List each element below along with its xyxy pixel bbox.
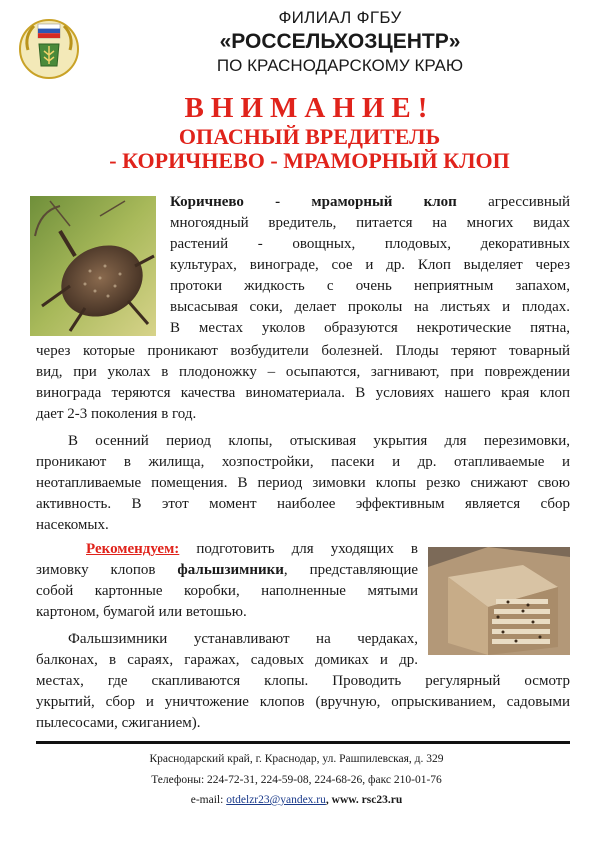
footer-contacts xyxy=(0,794,593,806)
text-line: укрытий, сбор и уничтожение клопов (вручную, опрыскиванием, садовыми xyxy=(36,694,570,710)
false-hibernator-bold: фальшзимники xyxy=(177,562,284,578)
header-branch: ФИЛИАЛ ФГБУ xyxy=(278,8,402,27)
attention-title: ВНИМАНИЕ! xyxy=(184,92,435,124)
text-line: местах, где скапливаются клопы. Проводить регулярный осмотр xyxy=(36,673,570,689)
text-line: насекомых. xyxy=(36,517,109,533)
text-line: вид, при уколах в плодоножку – осыпаются, загнивают, при повреждении xyxy=(36,364,570,380)
recommend-label: Рекомендуем: xyxy=(86,541,180,557)
stink-bug-photo xyxy=(30,196,156,336)
text-line: Фальшзимники устанавливают на чердаках, xyxy=(68,631,418,647)
text-span: зимовку клопов xyxy=(36,562,156,578)
text-line: В местах уколов образуются некротические пятна, xyxy=(170,320,570,336)
text-line: собой картонные коробки, наполненные мятыми xyxy=(36,583,418,599)
text-line: культурах, винограде, сое и др. Клоп выделяет через xyxy=(170,257,570,273)
pest-name-bold: Коричнево - мраморный клоп xyxy=(170,194,457,210)
email-label: e-mail: xyxy=(190,794,224,806)
text-line: через которые проникают возбудители болезней. Плоды теряют товарный xyxy=(36,343,570,359)
pest-title-line1: ОПАСНЫЙ ВРЕДИТЕЛЬ xyxy=(178,124,441,149)
text-span: , представляющие xyxy=(283,562,418,578)
text-line: балконах, в сараях, гаражах, садовых домиках и др. xyxy=(36,652,418,668)
text-line: винограда теряются качества виноматериала. В условиях нашего края клоп xyxy=(36,385,570,401)
footer-phones: Телефоны: 224-72-31, 224-59-08, 224-68-26, факс 210-01-76 xyxy=(151,774,442,786)
text-span: подготовить для уходящих в xyxy=(196,541,418,557)
footer-divider xyxy=(36,741,570,744)
header-org-name: «РОССЕЛЬХОЗЦЕНТР» xyxy=(219,30,461,53)
text-line: неотапливаемые помещения. В период зимовки клопы резко снижают свою xyxy=(36,475,570,491)
cardboard-box-photo xyxy=(428,547,570,655)
text-line: пылесосами, сжиганием). xyxy=(36,715,201,731)
text-line: дает 2-3 поколения в год. xyxy=(36,406,197,422)
footer-address: Краснодарский край, г. Краснодар, ул. Рашпилевская, д. 329 xyxy=(149,753,444,765)
text-line xyxy=(36,560,418,581)
text-line: В осенний период клопы, отыскивая укрытия для перезимовки, xyxy=(68,433,570,449)
text-line: многоядный вредитель, питается на многих видах xyxy=(170,215,570,231)
website-link[interactable]: www. rsc23.ru xyxy=(331,794,403,806)
separator: , xyxy=(325,794,329,806)
text-line xyxy=(86,539,418,560)
text-span: агрессивный xyxy=(488,194,570,210)
pest-title-line2: - КОРИЧНЕВО - МРАМОРНЫЙ КЛОП xyxy=(109,148,510,173)
text-line: высасывая соки, делает проколы на листьях и плодах. xyxy=(170,299,570,315)
text-line: проникают в жилища, хозпостройки, пасеки и др. отапливаемые и xyxy=(36,454,570,470)
text-line: картоном, бумагой или ветошью. xyxy=(36,604,247,620)
text-line: растений - овощных, плодовых, декоративных xyxy=(170,236,570,252)
text-line: активность. В этот момент наиболее эффективным является сбор xyxy=(36,496,570,512)
rosselkhoztsentr-emblem-icon xyxy=(16,14,82,80)
text-line: протоки жидкость с очень неприятным запахом, xyxy=(170,278,570,294)
header-region: ПО КРАСНОДАРСКОМУ КРАЮ xyxy=(216,56,464,75)
text-line xyxy=(170,192,570,213)
email-link[interactable]: otdelzr23@yandex.ru xyxy=(226,794,326,806)
